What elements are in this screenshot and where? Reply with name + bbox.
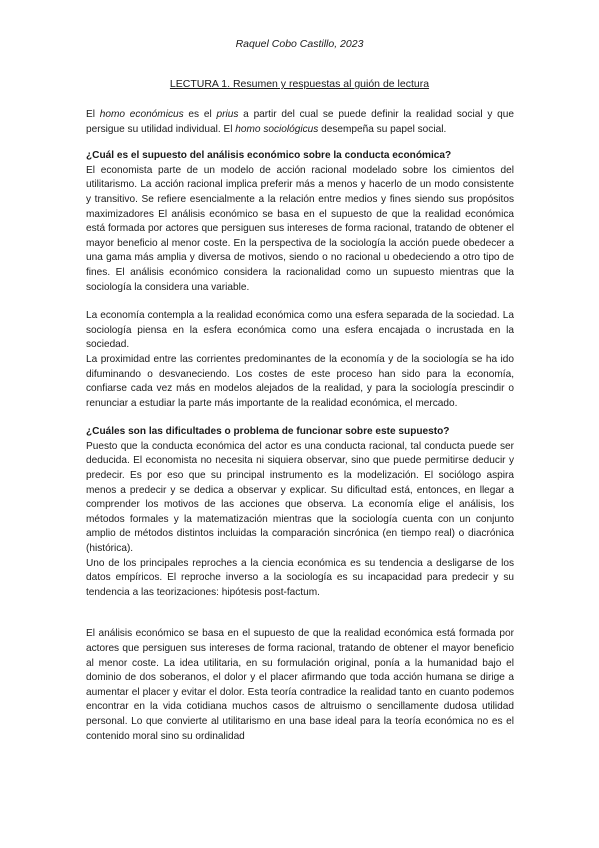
question-1-paragraph-2: La economía contempla a la realidad económica como una esfera separada de la sociedad. La sociología piensa en la esfera económica como una esfera encajada o incrustada en la sociedad. <box>86 310 514 351</box>
closing-paragraph: El análisis económico se basa en el supuesto de que la realidad económica está formada por actores que persiguen sus intereses de forma racional, tratando de obtener el mayor beneficio al menor coste. La idea utilitaria, en su formulación original, ponía a la humanidad bajo el dominio de dos soberanos, el dolor y el placer afirmando que toda acción humana se dirige a aumentar el placer y evitar el dolor. Esta teoría contradice la realidad tanto en cuanto podemos encontrar en la vida cotidiana muchos casos de altruismo o sencillamente dudosa utilidad personal. Lo que convierte al utilitarismo en una base ideal para la teoría económica no es el contenido moral sino su ordinalidad <box>86 628 514 742</box>
author-line: Raquel Cobo Castillo, 2023 <box>235 38 364 50</box>
document-body <box>86 102 514 744</box>
document-title: LECTURA 1. Resumen y respuestas al guión de lectura <box>169 78 430 90</box>
question-2-paragraph-1: Puesto que la conducta económica del actor es una conducta racional, tal conducta puede ser deducida. El economista no necesita ni siquiera observar, sino que puede permitirse deducir y predecir. Es por eso que su principal instrumento es la modelización. El sociólogo aspira menos a predecir y se dedica a observar y explicar. Su dificultad está, entonces, en llegar a comprender los motivos de las acciones que observa. La economía elige el análisis, los métodos formales y la matematización mientras que la sociología cuenta con un conjunto amplio de métodos distintos incluidas la comparación sincrónica (en tiempo real) o diacrónica (histórica). <box>86 440 514 555</box>
question-1-heading: ¿Cuál es el supuesto del análisis económico sobre la conducta económica? <box>86 150 452 162</box>
intro-paragraph: El homo económicus es el prius a partir del cual se puede definir la realidad social y que persigue su utilidad individual. El homo sociológicus desempeña su papel social. <box>86 109 515 135</box>
term-homo-sociologicus: homo sociológicus <box>235 123 319 135</box>
question-2-paragraph-2: Uno de los principales reproches a la ciencia económica es su tendencia a desligarse de los datos empíricos. El reproche inverso a la sociología es su incapacidad para predecir y su tendencia a las teorizaciones: hipótesis post-factum. <box>86 557 514 598</box>
term-homo-economicus: homo económicus <box>99 109 184 120</box>
question-1-paragraph-3: La proximidad entre las corrientes predominantes de la economía y de la sociología se ha ido difuminando o desvaneciendo. Los costes de este proceso han sido para la economía, confiarse cada vez más en modelos alejados de la realidad, y para la sociología prescindir o renunciar a estudiar la parte más importante de la realidad económica, el mercado. <box>86 353 514 409</box>
question-2-heading: ¿Cuáles son las dificultades o problema de funcionar sobre este supuesto? <box>86 426 450 438</box>
term-prius: prius <box>216 109 239 120</box>
question-1-paragraph-1: El economista parte de un modelo de acción racional modelado sobre los cimientos del utilitarismo. La acción racional implica preferir más a menos y hacerlo de un modo consistente y transitivo. Se refiere esencialmente a la relación entre medios y fines siendo sus propósitos maximizadores El análisis económico se basa en el supuesto de que la realidad económica está formada por actores que persiguen sus intereses de forma racional, tratando de obtener el mayor beneficio al menor coste. En la perspectiva de la sociología la acción puede obedecer a una gama más amplia y diversa de motivos, siendo o no racional u obedeciendo a otro tipo de fines. El análisis económico considera la racionalidad como un supuesto mientras que la sociología la considera una variable. <box>86 164 514 293</box>
